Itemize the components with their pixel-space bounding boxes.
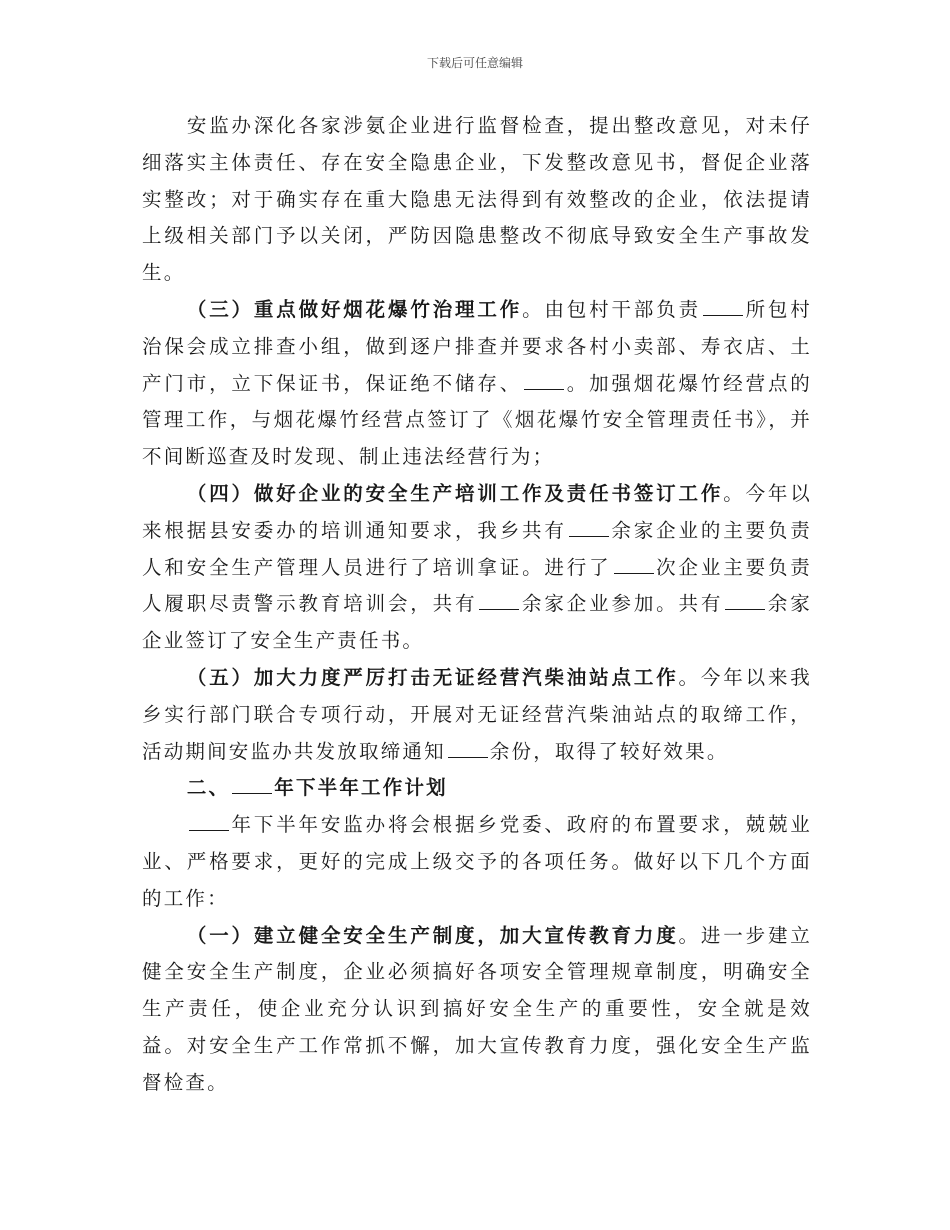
section-heading-4: （四）做好企业的安全生产培训工作及责任书签订工作	[186, 481, 724, 505]
document-body	[142, 108, 812, 1102]
plan-heading-1: （一）建立健全安全生产制度，加大宣传教育力度	[186, 923, 679, 947]
blank-field	[189, 812, 229, 831]
section-heading-3: （三）重点做好烟花爆竹治理工作	[186, 297, 523, 321]
blank-field	[569, 518, 609, 537]
page-header: 下载后可任意编辑	[426, 56, 523, 70]
blank-field	[232, 775, 272, 794]
paragraph-fuel-stations: （五）加大力度严厉打击无证经营汽柴油站点工作。今年以来我乡实行部门联合专项行动，开展对无证经营汽柴油站点的取缔工作，活动期间安监办共发放取缔通知 余份，取得了较好效果。	[142, 665, 812, 763]
blank-field	[703, 297, 743, 316]
blank-field	[725, 591, 765, 610]
section-heading-2: 二、 年下半年工作计划	[186, 776, 448, 800]
blank-field	[524, 371, 564, 390]
paragraph-1: 安监办深化各家涉氨企业进行监督检查，提出整改意见，对未仔细落实主体责任、存在安全隐患企业，下发整改意见书，督促企业落实整改；对于确实存在重大隐患无法得到有效整改的企业，依法提请上级相关部门予以关闭，严防因隐患整改不彻底导致安全生产事故发生。	[142, 114, 812, 285]
blank-field	[448, 739, 488, 758]
paragraph-training: （四）做好企业的安全生产培训工作及责任书签订工作。今年以来根据县安委办的培训通知要求，我乡共有 余家企业的主要负责人和安全生产管理人员进行了培训拿证。进行了 次企业主要负责人履职尽责警示教育培训会，共有 余家企业参加。共有 余家企业签订了安全生产责任书。	[142, 481, 812, 653]
paragraph-plan-1: （一）建立健全安全生产制度，加大宣传教育力度。进一步建立健全安全生产制度，企业必须搞好各项安全管理规章制度，明确安全生产责任，使企业充分认识到搞好安全生产的重要性，安全就是效益。对安全生产工作常抓不懈，加大宣传教育力度，强化安全生产监督检查。	[142, 923, 812, 1094]
section-heading-5: （五）加大力度严厉打击无证经营汽柴油站点工作	[186, 665, 679, 689]
blank-field	[614, 555, 654, 574]
paragraph-fireworks: （三）重点做好烟花爆竹治理工作。由包村干部负责 所包村治保会成立排查小组，做到逐户排查并要求各村小卖部、寿衣店、土产门市，立下保证书，保证绝不储存、 。加强烟花爆竹经营点的管理工作，与烟花爆竹经营点签订了《烟花爆竹安全管理责任书》，并不间断巡查及时发现、制止违法经营行为；	[142, 297, 813, 469]
blank-field	[479, 591, 519, 610]
paragraph-plan-intro: 年下半年安监办将会根据乡党委、政府的布置要求，兢兢业业、严格要求，更好的完成上级交予的各项任务。做好以下几个方面的工作：	[142, 813, 812, 910]
